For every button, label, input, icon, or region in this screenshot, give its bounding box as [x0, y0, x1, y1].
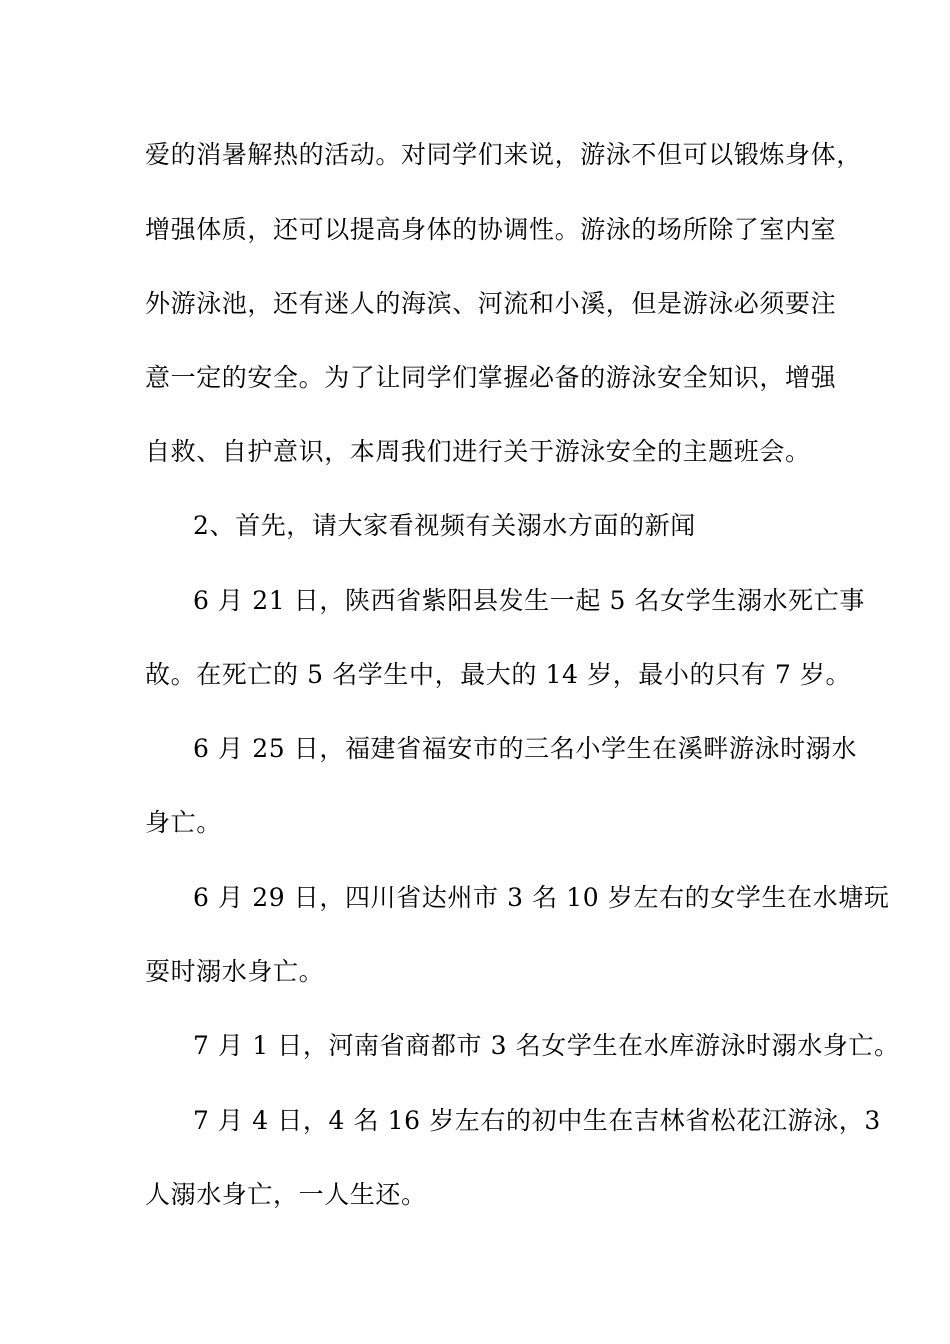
text-line: 人溺水身亡，一人生还。	[145, 1180, 427, 1209]
text-line: 耍时溺水身亡。	[145, 957, 325, 986]
text-line: 外游泳池，还有迷人的海滨、河流和小溪，但是游泳必须要注	[145, 289, 837, 318]
text-line: 6 月 21 日，陕西省紫阳县发生一起 5 名女学生溺水死亡事	[193, 586, 865, 615]
text-line: 身亡。	[145, 808, 222, 837]
section-heading: 2、首先，请大家看视频有关溺水方面的新闻	[193, 511, 696, 540]
text-line: 7 月 1 日，河南省商都市 3 名女学生在水库游泳时溺水身亡。	[193, 1031, 900, 1060]
text-line: 增强体质，还可以提高身体的协调性。游泳的场所除了室内室	[145, 215, 837, 244]
text-line: 6 月 25 日，福建省福安市的三名小学生在溪畔游泳时溺水	[193, 734, 857, 763]
text-line: 故。在死亡的 5 名学生中，最大的 14 岁，最小的只有 7 岁。	[145, 660, 852, 689]
text-line: 爱的消暑解热的活动。对同学们来说，游泳不但可以锻炼身体，	[145, 140, 862, 169]
text-line: 自救、自护意识，本周我们进行关于游泳安全的主题班会。	[145, 437, 811, 466]
text-line: 6 月 29 日，四川省达州市 3 名 10 岁左右的女学生在水塘玩	[193, 883, 890, 912]
text-line: 意一定的安全。为了让同学们掌握必备的游泳安全知识，增强	[145, 363, 837, 392]
text-line: 7 月 4 日，4 名 16 岁左右的初中生在吉林省松花江游泳，3	[193, 1106, 881, 1135]
